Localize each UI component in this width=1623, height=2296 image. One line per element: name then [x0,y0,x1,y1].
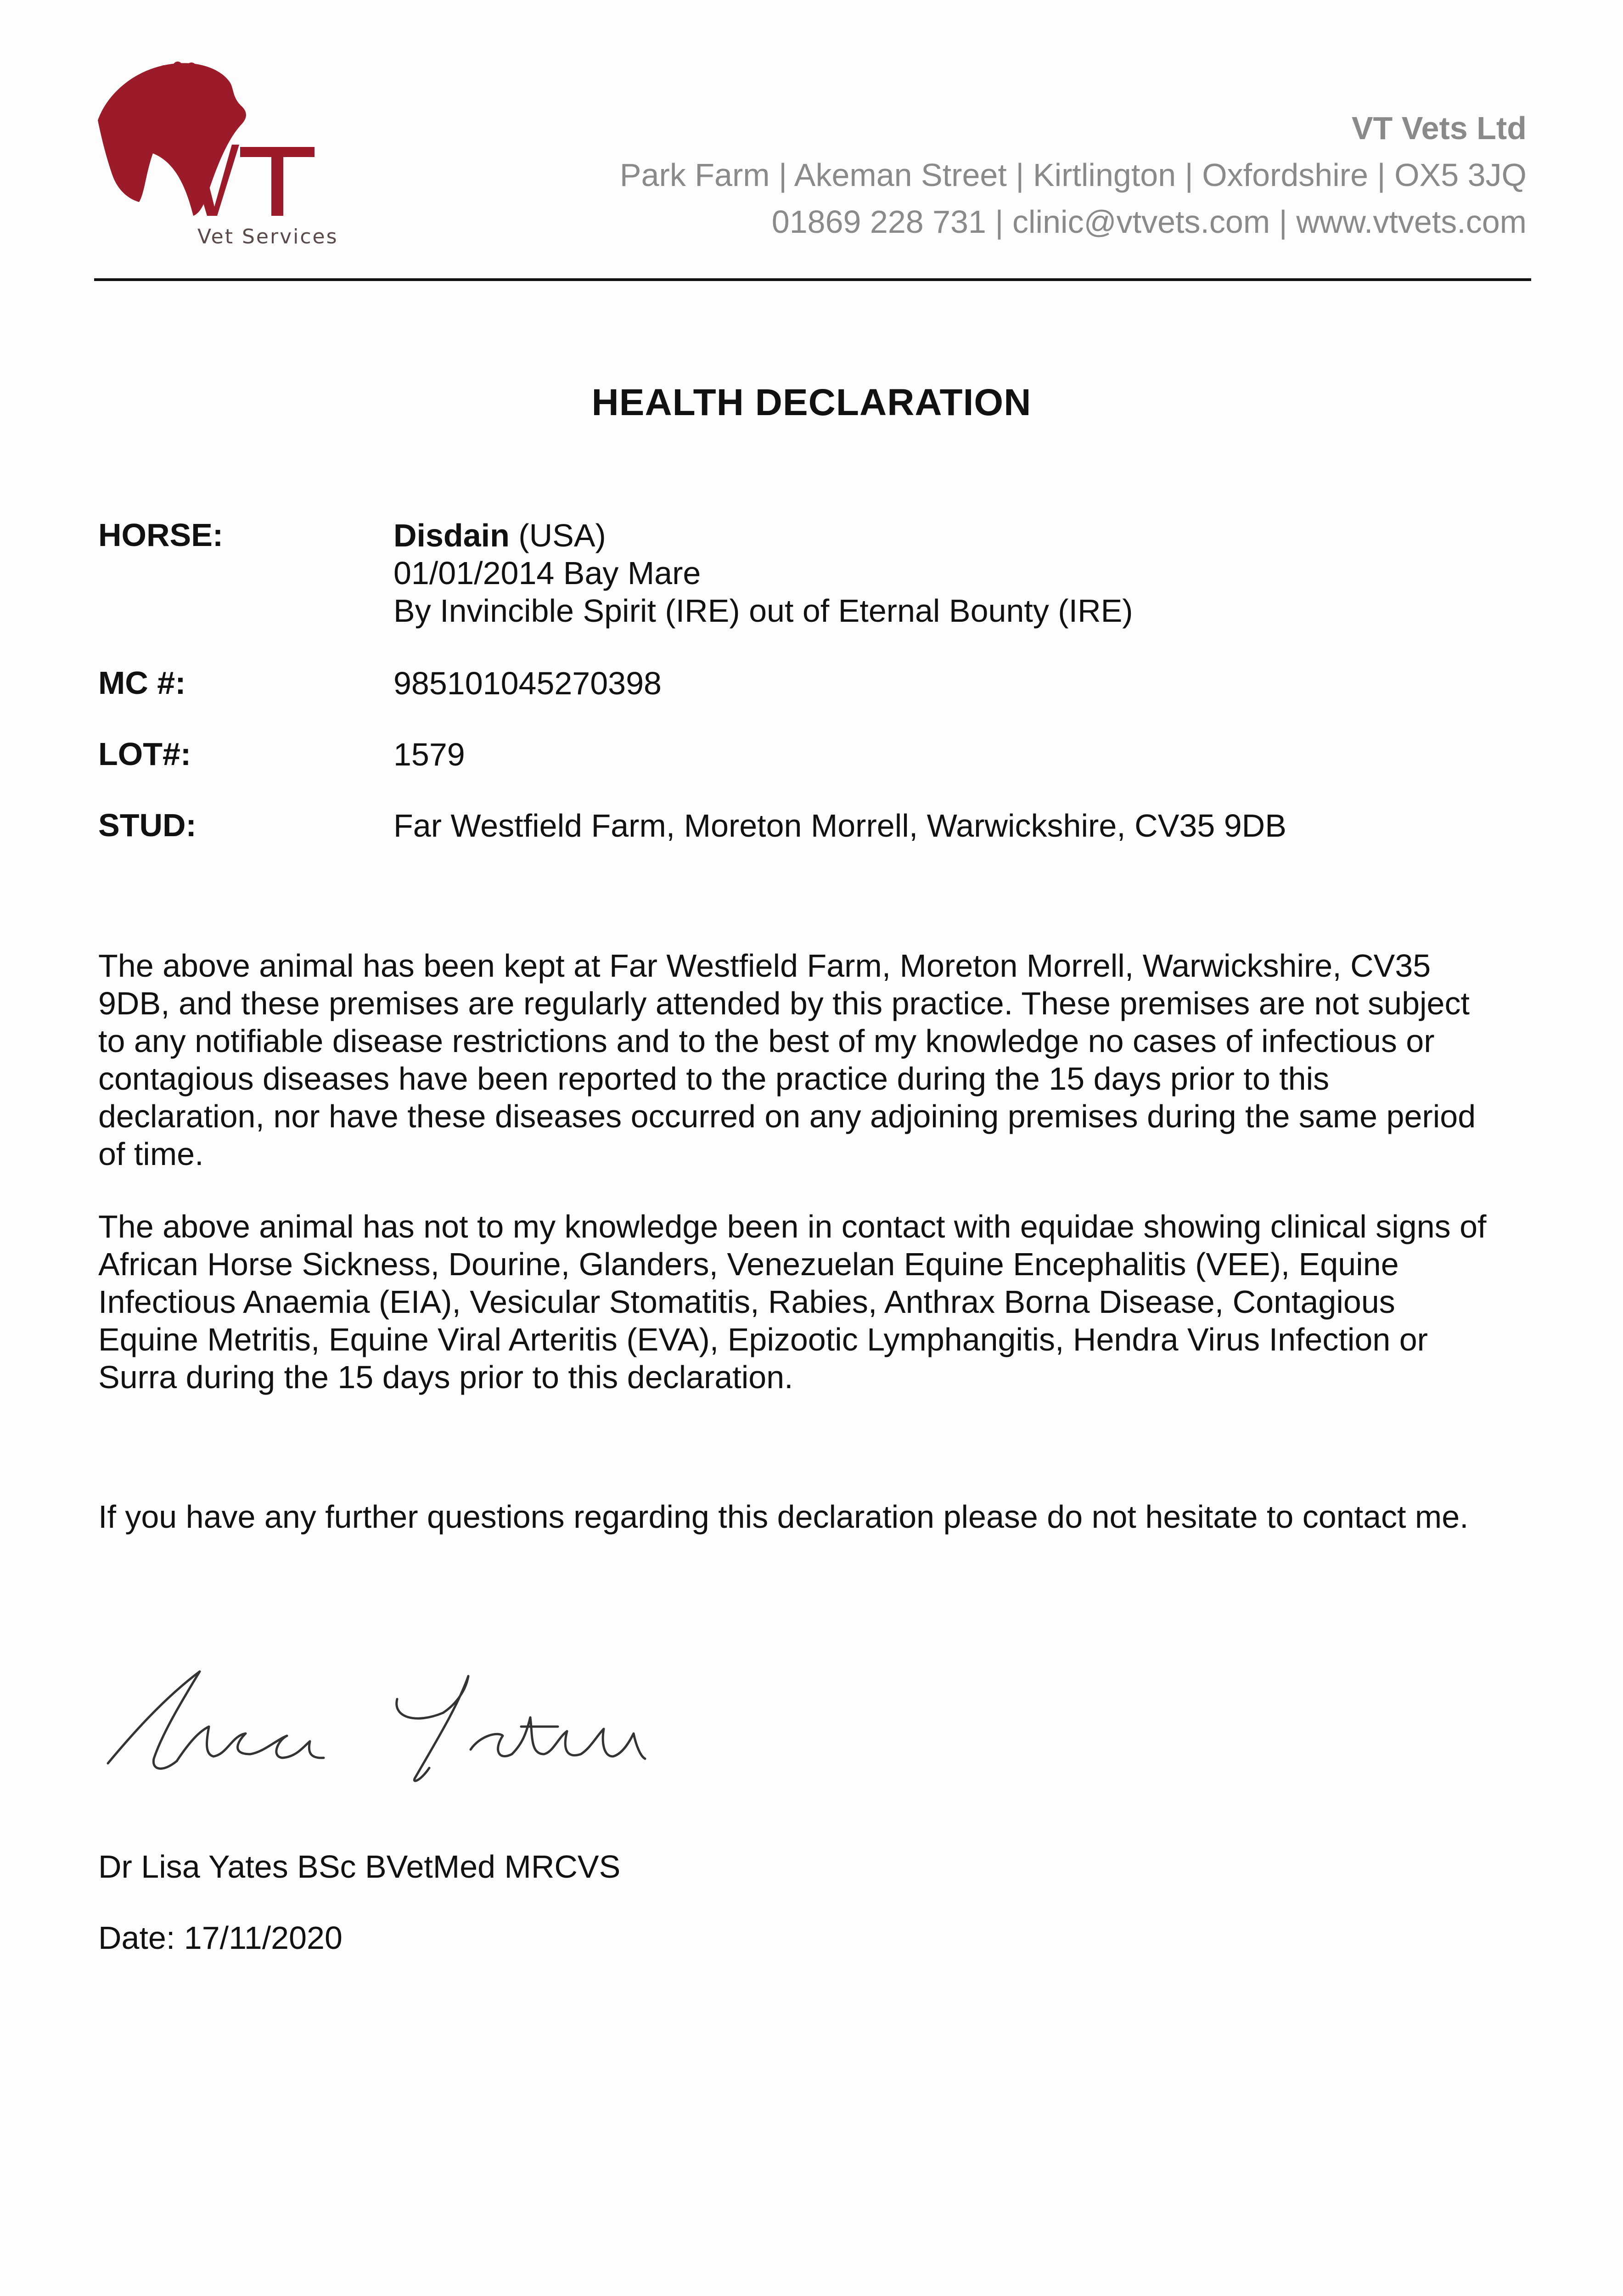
horse-pedigree: By Invincible Spirit (IRE) out of Eternal Bounty (IRE) [393,593,1133,629]
logo-subtitle: Vet Services [197,225,338,248]
mc-value: 985101045270398 [393,665,662,701]
stud-value: Far Westfield Farm, Moreton Morrell, Warwickshire, CV35 9DB [393,808,1286,844]
paragraph-line: Equine Metritis, Equine Viral Arteritis (EVA), Epizootic Lymphangitis, Hendra Virus Infection or [98,1322,1428,1357]
closing-paragraph: If you have any further questions regarding this declaration please do not hesitate to contact me. [98,1499,1469,1535]
paragraph-line: The above animal has not to my knowledge been in contact with equidae showing clinical signs of [98,1209,1487,1244]
company-contact: 01869 228 731 | clinic@vtvets.com | www.vtvets.com [771,204,1527,240]
horse-details [393,517,1133,630]
company-name: VT Vets Ltd [1351,110,1527,146]
signatory-name: Dr Lisa Yates BSc BVetMed MRCVS [98,1849,621,1885]
premises-paragraph [98,947,1540,1173]
paragraph-line: declaration, nor have these diseases occurred on any adjoining premises during the same period [98,1098,1476,1134]
paragraph-line: to any notifiable disease restrictions and to the best of my knowledge no cases of infectious or [98,1023,1435,1059]
document-title: HEALTH DECLARATION [591,382,1032,423]
paragraph-line: Surra during the 15 days prior to this declaration. [98,1359,793,1395]
horse-label: HORSE: [98,517,224,553]
company-address: Park Farm | Akeman Street | Kirtlington | Oxfordshire | OX5 3JQ [619,157,1527,193]
paragraph-line: of time. [98,1136,204,1172]
horse-origin: (USA) [509,518,606,553]
contact-diseases-paragraph [98,1208,1540,1396]
lot-value: 1579 [393,737,465,772]
paragraph-line: Infectious Anaemia (EIA), Vesicular Stomatitis, Rabies, Anthrax Borna Disease, Contagious [98,1284,1395,1320]
paragraph-line: contagious diseases have been reported to the practice during the 15 days prior to this [98,1061,1330,1097]
stud-label: STUD: [98,807,197,843]
paragraph-line: The above animal has been kept at Far Westfield Farm, Moreton Morrell, Warwickshire, CV35 [98,948,1431,984]
paragraph-line: African Horse Sickness, Dourine, Glanders, Venezuelan Equine Encephalitis (VEE), Equine [98,1246,1399,1282]
vt-vet-services-logo [94,55,351,248]
declaration-date: Date: 17/11/2020 [98,1920,343,1956]
mc-label: MC #: [98,665,186,701]
horse-dob: 01/01/2014 Bay Mare [393,555,701,591]
header-divider [94,278,1531,281]
horse-name: Disdain [393,518,510,553]
handwritten-signature [94,1644,728,1795]
company-info [620,105,1527,245]
paragraph-line: 9DB, and these premises are regularly attended by this practice. These premises are not subject [98,985,1470,1021]
lot-label: LOT#: [98,736,191,772]
